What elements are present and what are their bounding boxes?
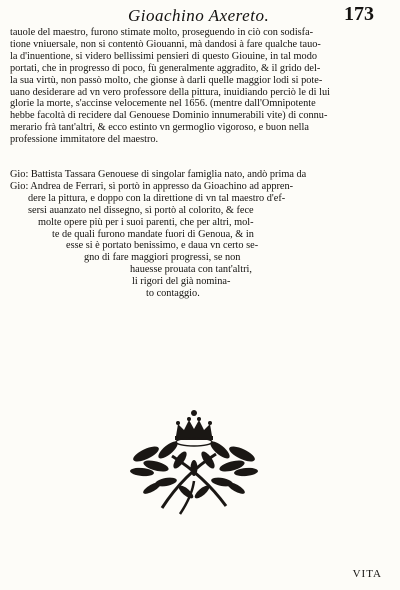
text-line: dere la pittura, e doppo con la direttione di vn tal maestro d'ef- (28, 192, 286, 204)
text-line: tione vniuersale, non si contentò Giouanni, mà dandosi à fare qualche tauo- (10, 38, 321, 50)
text-line: to contaggio. (146, 288, 200, 300)
page-number: 173 (344, 3, 374, 25)
text-line: professione immitatore del maestro. (10, 134, 159, 146)
catchword: VITA (352, 568, 382, 580)
text-line: esse si è portato benissimo, e daua vn certo se- (66, 240, 259, 252)
crown-laurel-ornament-icon (114, 396, 274, 516)
paragraph-giouanni (10, 27, 386, 146)
text-line: hebbe facoltà di recidere dal Genouese Dominio innumerabili vite) di connu- (10, 110, 328, 122)
text-line: la d'inuentione, si videro bellissimi pensieri di questo Giouine, in tal modo (10, 50, 318, 62)
text-line: molte opere più per i suoi parenti, che per altri, mol- (38, 216, 254, 228)
text-line: la sua virtù, non passò molto, che gionse à darli quelle maggior lodi si pote- (10, 74, 323, 86)
running-title: Gioachino Axereto. (128, 6, 270, 25)
text-line: uano desiderare ad vn vero professore della pittura, inuidiando perciò le di lui (10, 86, 330, 98)
text-line: gno di fare maggiori progressi, se non (84, 252, 241, 264)
text-line: Gio: Battista Tassara Genouese di singolar famiglia nato, andò prima da (10, 169, 307, 180)
text-line: merario frà tant'altri, & ecco estinto vn germoglio vigoroso, e buon nella (10, 122, 309, 134)
text-line: sersi auanzato nel dissegno, sì portò al colorito, & fece (28, 204, 254, 216)
text-line: tauole del maestro, furono stimate molto, proseguendo in ciò con sodisfa- (10, 27, 314, 38)
text-line: glorie la morte, s'accinse velocemente nel 1656. (mentre dall'Omnipotente (10, 98, 316, 110)
text-line: te de quali furono mandate fuori di Genoua, & in (52, 228, 254, 240)
text-line: li rigori del già nomina- (132, 276, 231, 288)
text-line: portati, che in progresso di poco, fù generalmente aggradito, & il grido del- (10, 62, 321, 74)
text-line: Gio: Andrea de Ferrari, sì portò in appresso da Gioachino ad appren- (10, 180, 294, 192)
running-head (0, 4, 400, 28)
text-line: hauesse prouata con tant'altri, (130, 264, 252, 276)
paragraph-tassara (10, 169, 386, 300)
